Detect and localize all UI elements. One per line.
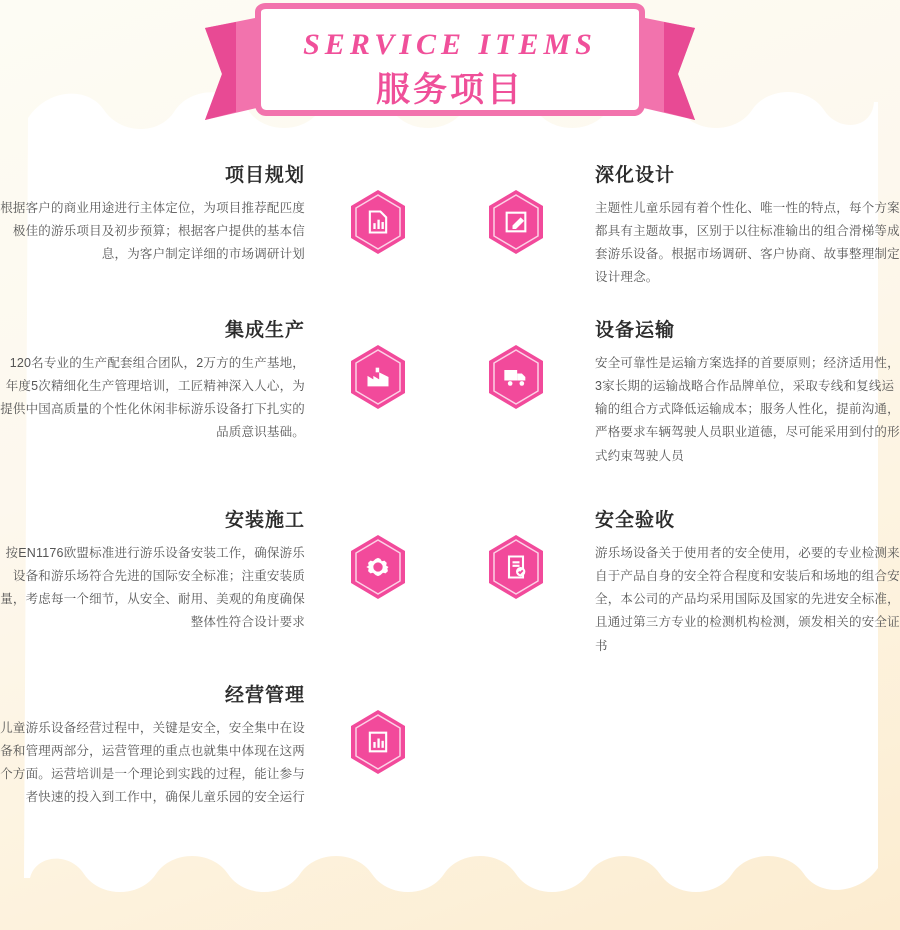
gear-icon	[347, 533, 409, 601]
icon-slot	[347, 533, 409, 601]
service-row	[0, 160, 900, 315]
checklist-icon	[485, 533, 547, 601]
icon-slot	[347, 343, 409, 411]
truck-icon	[485, 343, 547, 411]
icon-slot	[485, 343, 547, 411]
design-pen-glyph	[485, 188, 547, 256]
service-title: 项目规划	[224, 165, 305, 186]
service-item-project-planning	[0, 160, 305, 266]
icon-slot	[485, 533, 547, 601]
service-title: 集成生产	[224, 320, 305, 341]
service-title: 深化设计	[595, 165, 676, 186]
bar-chart-icon	[347, 708, 409, 776]
banner	[0, 0, 900, 145]
chart-document-icon	[347, 188, 409, 256]
banner-english-title: SERVICE ITEMS	[303, 28, 597, 61]
service-item-equipment-transport	[595, 315, 900, 468]
service-body: 根据客户的商业用途进行主体定位，为项目推荐配匹度极佳的游乐项目及初步预算；根据客户提供的基本信息，为客户制定详细的市场调研计划	[0, 201, 305, 262]
icon-slot	[485, 188, 547, 256]
truck-glyph	[485, 343, 547, 411]
service-row	[0, 680, 900, 860]
service-title: 安装施工	[224, 510, 305, 531]
service-item-operation-management	[0, 680, 305, 810]
icon-slot	[347, 708, 409, 776]
service-row	[0, 505, 900, 680]
icon-slot	[347, 188, 409, 256]
bar-chart-glyph	[347, 708, 409, 776]
service-title: 经营管理	[224, 685, 305, 706]
service-body: 游乐场设备关于使用者的安全使用，必要的专业检测来自于产品自身的安全符合程度和安装后和场地的组合安全，本公司的产品均采用国际及国家的先进安全标准，且通过第三方专业的检测机构检测，颁发相关的安全证书	[595, 546, 900, 653]
service-body: 按EN1176欧盟标准进行游乐设备安装工作，确保游乐设备和游乐场符合先进的国际安全标准；注重安装质量，考虑每一个细节，从安全、耐用、美观的角度确保整体性符合设计要求	[0, 546, 305, 630]
service-title: 安全验收	[595, 510, 676, 531]
factory-icon	[347, 343, 409, 411]
gear-glyph	[347, 533, 409, 601]
chart-document-glyph	[347, 188, 409, 256]
service-items-list	[0, 160, 900, 860]
service-row	[0, 315, 900, 505]
service-body: 120名专业的生产配套组合团队，2万方的生产基地，年度5次精细化生产管理培训，工匠精神深入人心，为提供中国高质量的个性化休闲非标游乐设备打下扎实的品质意识基础。	[0, 356, 305, 440]
service-item-deep-design	[595, 160, 900, 290]
design-pen-icon	[485, 188, 547, 256]
checklist-glyph	[485, 533, 547, 601]
service-item-safety-acceptance	[595, 505, 900, 658]
factory-glyph	[347, 343, 409, 411]
banner-chinese-title: 服务项目	[376, 71, 524, 109]
service-item-installation	[0, 505, 305, 635]
service-title: 设备运输	[595, 320, 676, 341]
service-body: 安全可靠性是运输方案选择的首要原则；经济适用性，3家长期的运输战略合作品牌单位，采取专线和复线运输的组合方式降低运输成本；服务人性化，提前沟通，严格要求车辆驾驶人员职业道德，尽可能采用到付的形式约束驾驶人员	[595, 356, 900, 463]
service-body: 主题性儿童乐园有着个性化、唯一性的特点，每个方案都具有主题故事，区别于以往标准输出的组合滑梯等成套游乐设备。根据市场调研、客户协商、故事整理制定设计理念。	[595, 201, 900, 285]
service-body: 儿童游乐设备经营过程中，关键是安全，安全集中在设备和管理两部分，运营管理的重点也就集中体现在这两个方面。运营培训是一个理论到实践的过程，能让参与者快速的投入到工作中，确保儿童乐园的安全运行	[0, 721, 305, 805]
service-item-integrated-production	[0, 315, 305, 445]
